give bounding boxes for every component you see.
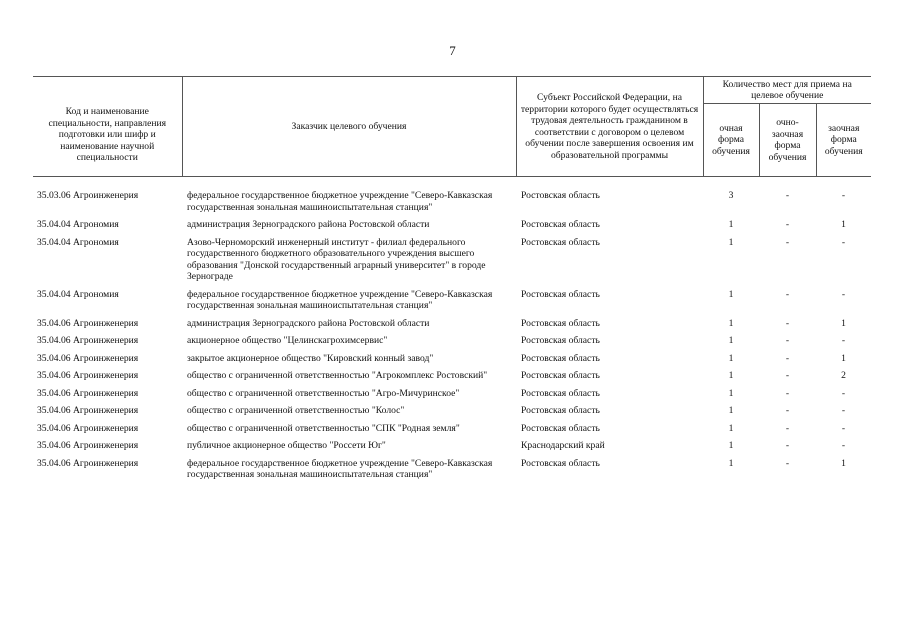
cell-customer: акционерное общество "Целинскагрохимсервис" <box>187 335 388 346</box>
cell-mixed: - <box>785 288 790 300</box>
cell-mixed: - <box>785 352 790 364</box>
cell-subject: Ростовская область <box>521 236 600 248</box>
cell-subject: Ростовская область <box>521 335 600 346</box>
cell-extramural: - <box>841 387 846 399</box>
cell-subject: Краснодарский край <box>521 440 605 451</box>
page-number: 7 <box>449 43 456 58</box>
cell-customer: федеральное государственное бюджетное учреждение "Северо-Кавказская государственная зональная машиноиспытательная станция" <box>187 457 493 480</box>
table-row <box>33 288 871 317</box>
cell-mixed: - <box>785 317 790 329</box>
table-row <box>33 422 871 440</box>
cell-subject: Ростовская область <box>521 219 600 230</box>
cell-extramural: - <box>841 405 846 416</box>
cell-full-time: 1 <box>728 370 734 381</box>
cell-full-time: 1 <box>728 236 734 248</box>
cell-mixed: - <box>785 219 790 230</box>
cell-customer: общество с ограниченной ответственностью "Колос" <box>187 405 405 416</box>
table-row <box>33 317 871 335</box>
cell-mixed: - <box>785 335 790 346</box>
cell-mixed: - <box>785 405 790 416</box>
cell-subject: Ростовская область <box>521 370 600 381</box>
cell-extramural: - <box>841 440 846 451</box>
cell-full-time: 1 <box>728 219 734 230</box>
cell-mixed: - <box>785 236 790 248</box>
table-row <box>33 352 871 370</box>
cell-mixed: - <box>785 370 790 381</box>
cell-extramural: - <box>841 288 846 300</box>
cell-extramural: 1 <box>841 352 846 364</box>
cell-subject: Ростовская область <box>521 422 600 434</box>
cell-customer: администрация Зерноградского района Ростовской области <box>187 317 430 329</box>
cell-customer: публичное акционерное общество "Россети Юг" <box>187 440 386 451</box>
cell-mixed: - <box>785 440 790 451</box>
cell-full-time: 1 <box>728 457 734 469</box>
cell-full-time: 1 <box>728 422 734 434</box>
cell-customer: общество с ограниченной ответственностью "Агро-Мичуринское" <box>187 387 460 399</box>
table-row <box>33 369 871 387</box>
cell-full-time: 1 <box>728 335 734 346</box>
cell-customer: администрация Зерноградского района Ростовской области <box>187 219 430 230</box>
header-customer: Заказчик целевого обучения <box>182 77 516 177</box>
cell-full-time: 1 <box>728 288 734 300</box>
cell-subject: Ростовская область <box>521 317 600 329</box>
cell-subject: Ростовская область <box>521 387 600 399</box>
cell-mixed: - <box>785 457 790 469</box>
cell-full-time: 1 <box>728 352 734 364</box>
cell-extramural: - <box>841 335 846 346</box>
table-body <box>33 177 871 486</box>
target-training-table <box>33 76 871 486</box>
cell-mixed: - <box>785 387 790 399</box>
cell-subject: Ростовская область <box>521 457 600 469</box>
cell-full-time: 1 <box>728 317 734 329</box>
cell-extramural: - <box>841 422 846 434</box>
header-subject: Субъект Российской Федерации, на территории которого будет осуществляться трудовая деятельность гражданином в соответствии с договором о целевом обучении после завершения освоения им образовательной программы <box>516 77 703 177</box>
cell-full-time: 1 <box>728 405 734 416</box>
cell-code: 35.04.04 Агрономия <box>37 288 119 300</box>
cell-full-time: 1 <box>728 440 734 451</box>
cell-code: 35.04.04 Агрономия <box>37 236 119 248</box>
cell-extramural: 2 <box>841 370 846 381</box>
cell-extramural: 1 <box>841 219 846 230</box>
cell-code: 35.04.06 Агроинженерия <box>37 405 139 416</box>
cell-mixed: - <box>785 422 790 434</box>
table-row <box>33 334 871 352</box>
cell-code: 35.03.06 Агроинженерия <box>37 190 139 201</box>
cell-extramural: 1 <box>841 317 846 329</box>
cell-customer: общество с ограниченной ответственностью "Агрокомплекс Ростовский" <box>187 370 488 381</box>
cell-code: 35.04.06 Агроинженерия <box>37 352 139 364</box>
cell-code: 35.04.06 Агроинженерия <box>37 440 139 451</box>
table-row <box>33 189 871 218</box>
header-mixed: очно-заочная форма обучения <box>759 104 816 177</box>
cell-subject: Ростовская область <box>521 190 600 201</box>
cell-subject: Ростовская область <box>521 352 600 364</box>
cell-code: 35.04.06 Агроинженерия <box>37 317 139 329</box>
cell-code: 35.04.04 Агрономия <box>37 219 119 230</box>
cell-extramural: - <box>841 190 846 201</box>
cell-customer: закрытое акционерное общество "Кировский конный завод" <box>187 352 434 364</box>
header-code: Код и наименование специальности, направления подготовки или шифр и наименование научной специальности <box>33 77 182 177</box>
header-places-group: Количество мест для приема на целевое обучение <box>703 77 871 104</box>
table-row <box>33 439 871 457</box>
cell-code: 35.04.06 Агроинженерия <box>37 422 139 434</box>
table-row <box>33 218 871 236</box>
header-full-time: очная форма обучения <box>703 104 759 177</box>
cell-extramural: 1 <box>841 457 846 469</box>
table-row <box>33 404 871 422</box>
cell-mixed: - <box>785 190 790 201</box>
cell-code: 35.04.06 Агроинженерия <box>37 457 139 469</box>
cell-subject: Ростовская область <box>521 405 600 416</box>
cell-subject: Ростовская область <box>521 288 600 300</box>
cell-customer: федеральное государственное бюджетное учреждение "Северо-Кавказская государственная зональная машиноиспытательная станция" <box>187 190 493 213</box>
cell-customer: федеральное государственное бюджетное учреждение "Северо-Кавказская государственная зональная машиноиспытательная станция" <box>187 288 493 311</box>
table-header <box>33 77 871 177</box>
cell-customer: общество с ограниченной ответственностью "СПК "Родная земля" <box>187 422 460 434</box>
cell-customer: Азово-Черноморский инженерный институт - филиал федерального государственного бюджетного образовательного учреждения высшего образования "Донской государственный аграрный университет" в городе Зернограде <box>187 236 486 282</box>
target-training-table-container <box>33 76 871 486</box>
cell-full-time: 3 <box>728 190 734 201</box>
cell-full-time: 1 <box>728 387 734 399</box>
cell-code: 35.04.06 Агроинженерия <box>37 387 139 399</box>
table-row <box>33 236 871 288</box>
cell-code: 35.04.06 Агроинженерия <box>37 335 139 346</box>
table-row <box>33 387 871 405</box>
cell-extramural: - <box>841 236 846 248</box>
cell-code: 35.04.06 Агроинженерия <box>37 370 139 381</box>
header-extramural: заочная форма обучения <box>816 104 871 177</box>
table-row <box>33 457 871 486</box>
